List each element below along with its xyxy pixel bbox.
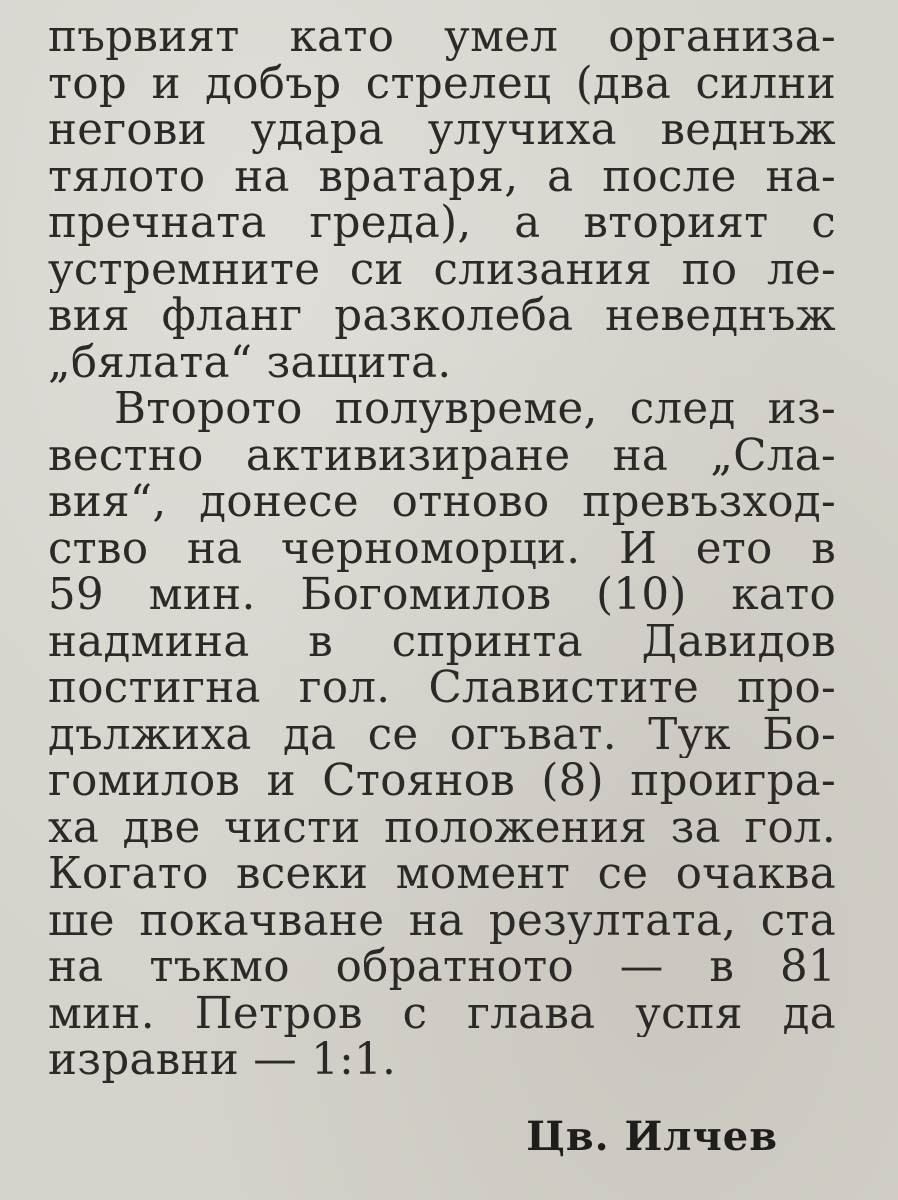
- article-line: дължиха да се огъват. Тук Бо-: [48, 711, 836, 758]
- article-line: ше покачване на резултата, ста: [48, 897, 836, 944]
- article-line: пречната греда), а вторият с: [48, 200, 836, 247]
- article-line: на тъкмо обратното — в 81: [48, 944, 836, 991]
- article-line: мин. Петров с глава успя да: [48, 990, 836, 1037]
- article-line: постигна гол. Славистите про-: [48, 665, 836, 712]
- article-line: 59 мин. Богомилов (10) като: [48, 572, 836, 619]
- article-line: тор и добър стрелец (два силни: [48, 60, 836, 107]
- article-line: ство на черноморци. И ето в: [48, 525, 836, 572]
- article-line: гомилов и Стоянов (8) проигра-: [48, 758, 836, 805]
- article-body: [48, 14, 836, 1084]
- article-line: Второто полувреме, след из-: [114, 386, 836, 433]
- article-line: „бялата“ защита.: [48, 339, 452, 386]
- article-line: вестно активизиране на „Сла-: [48, 432, 836, 479]
- article-line: първият като умел организа-: [48, 14, 836, 61]
- author-signature: Цв. Илчев: [526, 1113, 778, 1160]
- article-line: вия фланг разколеба неведнъж: [48, 293, 836, 340]
- article-line: негови удара улучиха веднъж: [48, 107, 836, 154]
- article-line: Когато всеки момент се очаква: [48, 851, 836, 898]
- article-line: ха две чисти положения за гол.: [48, 804, 836, 851]
- article-line: изравни — 1:1.: [48, 1037, 397, 1084]
- article-line: надмина в спринта Давидов: [48, 618, 836, 665]
- article-line: вия“, донесе отново превъзход-: [48, 479, 836, 526]
- article-line: устремните си слизания по ле-: [48, 246, 836, 293]
- article-line: тялото на вратаря, а после на-: [48, 153, 836, 200]
